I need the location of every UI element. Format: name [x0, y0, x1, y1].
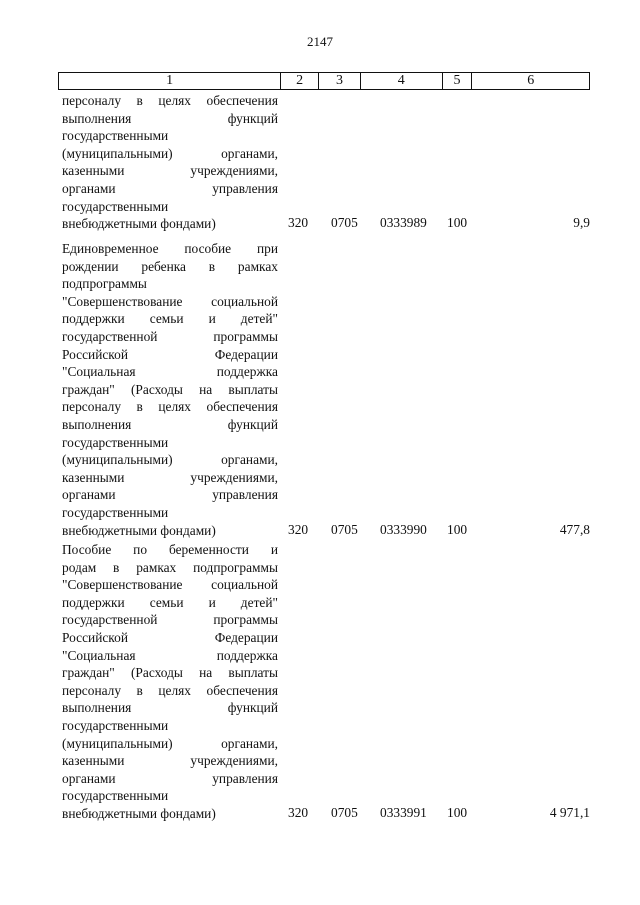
description-line: (муниципальными) органами,	[62, 452, 278, 468]
description-line: внебюджетными фондами)	[62, 216, 216, 232]
cell-c5: 100	[447, 215, 468, 231]
description-line: "Совершенствование социальной	[62, 293, 278, 309]
cell-c3: 0705	[331, 215, 358, 231]
description-line: казенными учреждениями,	[62, 753, 278, 769]
description-line: государственными	[62, 198, 169, 214]
description-line: внебюджетными фондами)	[62, 805, 216, 821]
description-line: "Социальная поддержка	[62, 647, 278, 663]
description-line: выполнения функций	[62, 416, 278, 432]
description-line: (муниципальными) органами,	[62, 735, 278, 751]
description-line: органами управления	[62, 770, 278, 786]
description-line: государственной программы	[62, 328, 278, 344]
column-header-3: 3	[318, 73, 360, 89]
description-line: (муниципальными) органами,	[62, 145, 278, 161]
column-header-5: 5	[442, 73, 472, 89]
description-line: родам в рамках подпрограммы	[62, 559, 278, 575]
description-line: персоналу в целях обеспечения	[62, 399, 278, 415]
description-line: "Социальная поддержка	[62, 364, 278, 380]
description-line: государственными	[62, 788, 169, 804]
description-line: Российской Федерации	[62, 629, 278, 645]
description-line: государственной программы	[62, 612, 278, 628]
description-line: органами управления	[62, 180, 278, 196]
description-line: персоналу в целях обеспечения	[62, 682, 278, 698]
description-line: государственными	[62, 434, 169, 450]
description-line: Российской Федерации	[62, 346, 278, 362]
description-line: государственными	[62, 504, 169, 520]
description-line: поддержки семьи и детей"	[62, 594, 278, 610]
description-line: граждан" (Расходы на выплаты	[62, 381, 278, 397]
row-description	[62, 92, 278, 233]
description-line: внебюджетными фондами)	[62, 522, 216, 538]
cell-c2: 320	[288, 521, 309, 537]
description-line: казенными учреждениями,	[62, 163, 278, 179]
page-number: 2147	[307, 34, 333, 49]
description-line: "Совершенствование социальной	[62, 577, 278, 593]
cell-c2: 320	[288, 805, 309, 820]
table-header-row	[58, 72, 590, 90]
cell-c5: 100	[447, 805, 468, 820]
description-line: органами управления	[62, 487, 278, 503]
cell-c4: 0333991	[380, 805, 427, 820]
description-line: выполнения функций	[62, 700, 278, 716]
column-header-1: 1	[166, 73, 174, 88]
cell-c3: 0705	[331, 805, 358, 820]
description-line: персоналу в целях обеспечения	[62, 93, 278, 108]
description-line: граждан" (Расходы на выплаты	[62, 665, 278, 681]
cell-c5: 100	[447, 521, 468, 537]
column-header-6: 6	[471, 73, 589, 89]
description-line: выполнения функций	[62, 110, 278, 126]
cell-c6: 9,9	[573, 215, 590, 231]
description-line: подпрограммы	[62, 276, 147, 292]
cell-c4: 0333990	[380, 521, 427, 537]
cell-c6: 4 971,1	[549, 805, 590, 820]
column-header-4: 4	[360, 73, 442, 89]
description-line: казенными учреждениями,	[62, 469, 278, 485]
row-description	[62, 240, 278, 539]
description-line: рождении ребенка в рамках	[62, 258, 278, 274]
description-line: Пособие по беременности и	[62, 542, 278, 557]
cell-c3: 0705	[331, 521, 358, 537]
cell-c6: 477,8	[559, 521, 590, 537]
column-header-2: 2	[280, 73, 318, 89]
description-line: поддержки семьи и детей"	[62, 311, 278, 327]
description-line: государственными	[62, 717, 169, 733]
description-line: государственными	[62, 128, 169, 144]
description-line: Единовременное пособие при	[62, 241, 278, 256]
row-description	[62, 541, 278, 823]
cell-c4: 0333989	[380, 215, 427, 231]
cell-c2: 320	[288, 215, 309, 231]
